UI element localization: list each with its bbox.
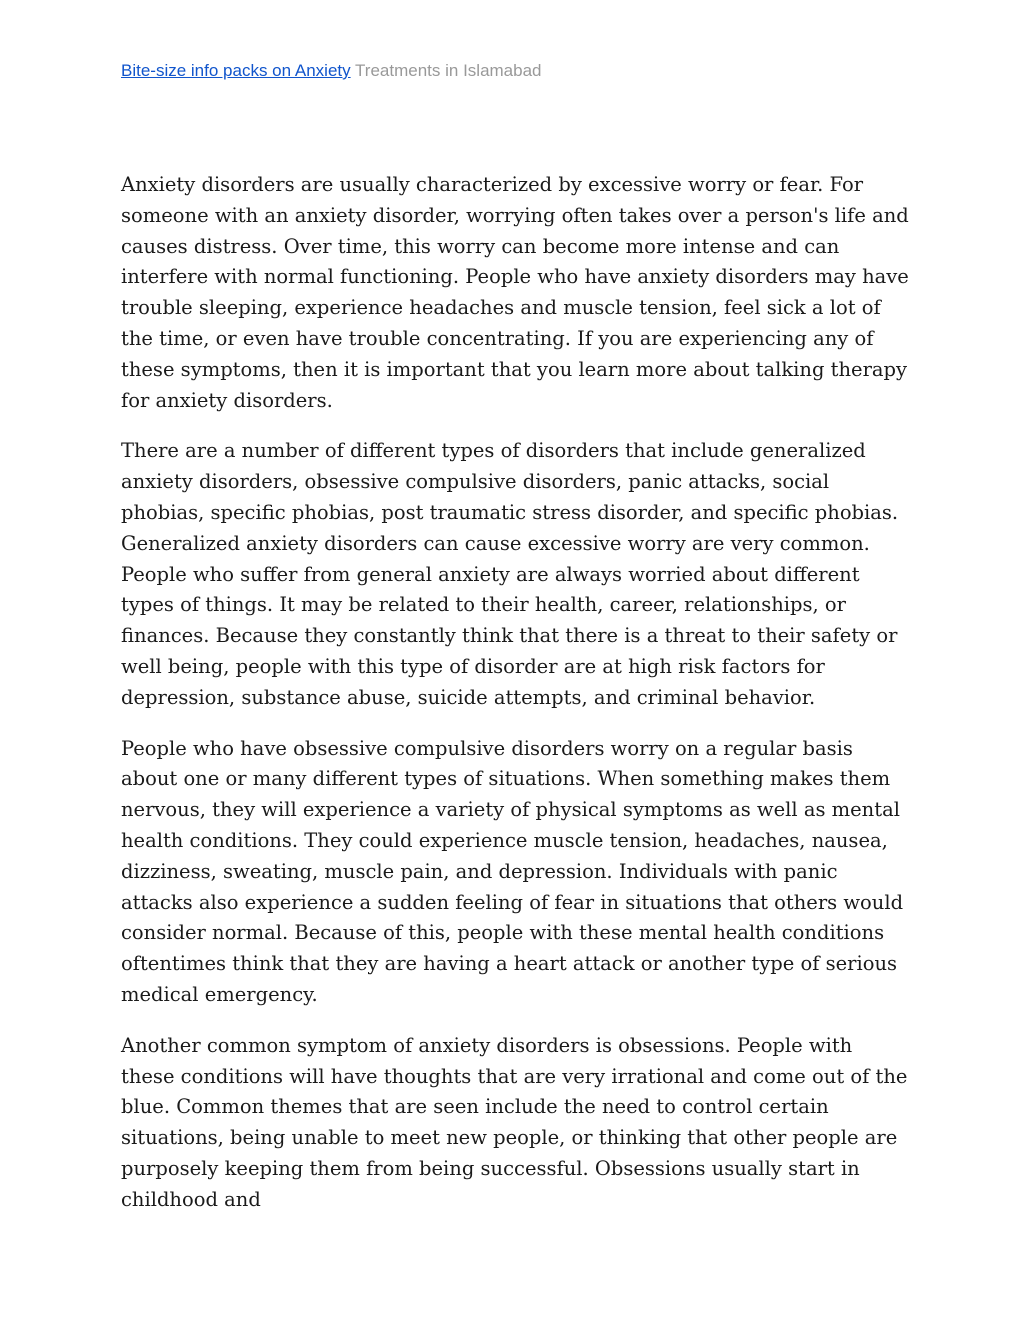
anxiety-info-link[interactable]: Bite-size info packs on Anxiety xyxy=(121,61,351,80)
paragraph-3: People who have obsessive compulsive disorders worry on a regular basis about one or many different types of situations. When something makes them nervous, they will experience a variety of physical symptoms as well as mental health conditions. They could experience muscle tension, headaches, nausea, dizziness, sweating, muscle pain, and depression. Individuals with panic attacks also experience a sudden feeling of fear in situations that others would consider normal. Because of this, people with these mental health conditions oftentimes think that they are having a heart attack or another type of serious medical emergency. xyxy=(121,736,904,1006)
paragraph-1: Anxiety disorders are usually characterized by excessive worry or fear. For someone with an anxiety disorder, worrying often takes over a person's life and causes distress. Over time, this worry can become more intense and can interfere with normal functioning. People who have anxiety disorders may have trouble sleeping, experience headaches and muscle tension, feel sick a lot of the time, or even have trouble concentrating. If you are experiencing any of these symptoms, then it is important that you learn more about talking therapy for anxiety disorders. xyxy=(121,173,909,412)
paragraph-2: There are a number of different types of disorders that include generalized anxiety disorders, obsessive compulsive disorders, panic attacks, social phobias, specific phobias, post traumatic stress disorder, and specific phobias. Generalized anxiety disorders can cause excessive worry are very common. People who suffer from general anxiety are always worried about different types of things. It may be related to their health, career, relationships, or finances. Because they constantly think that there is a threat to their safety or well being, people with this type of disorder are at high risk factors for depression, substance abuse, suicide attempts, and criminal behavior. xyxy=(121,439,899,709)
header-line xyxy=(121,61,542,81)
article-body xyxy=(121,170,911,1236)
paragraph-4: Another common symptom of anxiety disorders is obsessions. People with these conditions will have thoughts that are very irrational and come out of the blue. Common themes that are seen include the need to control certain situations, being unable to meet new people, or thinking that other people are purposely keeping them from being successful. Obsessions usually start in childhood and xyxy=(121,1033,908,1211)
header-subtitle: Treatments in Islamabad xyxy=(355,61,542,80)
